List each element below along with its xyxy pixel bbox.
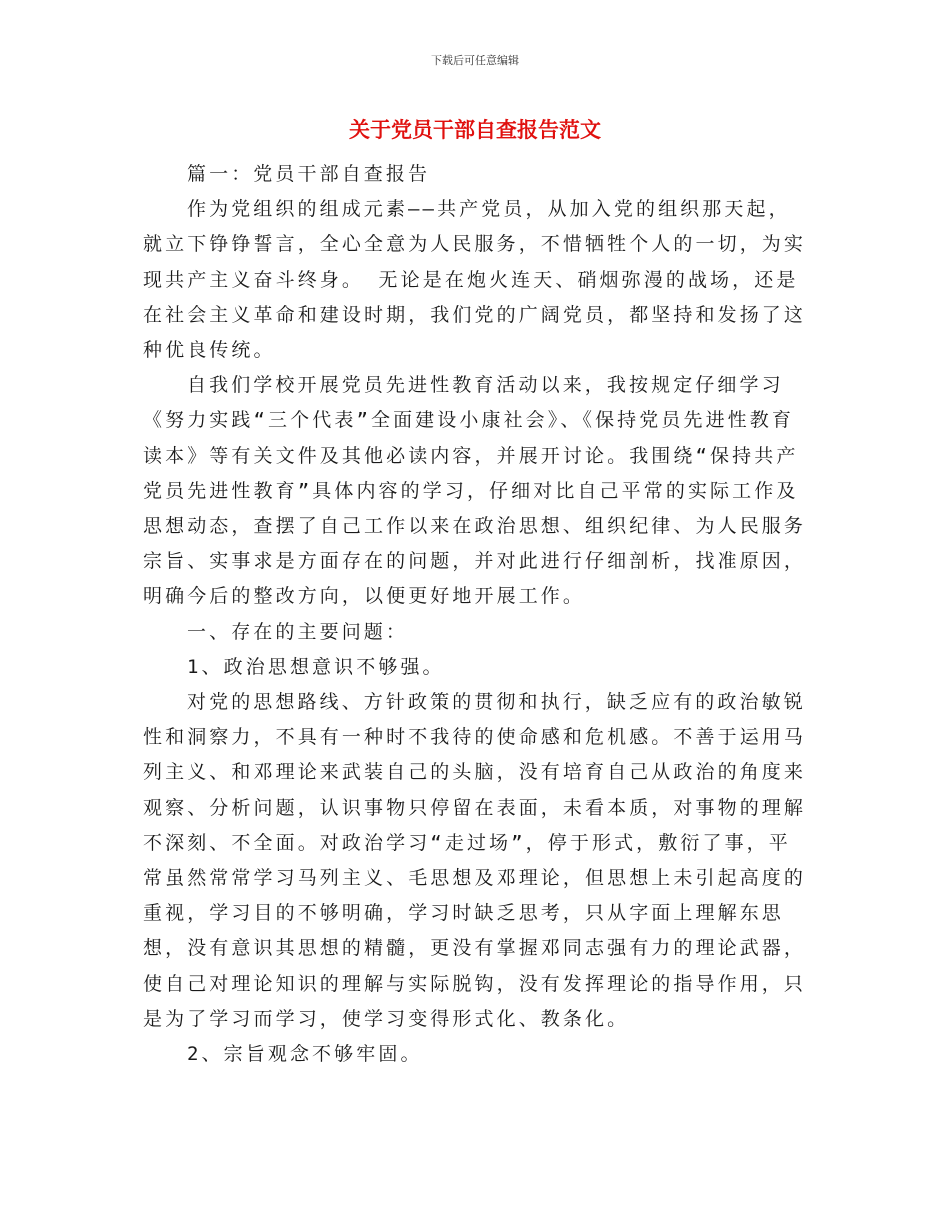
- section-heading-main-problems: 一、存在的主要问题：: [187, 620, 409, 643]
- paragraph-study-activity: 自我们学校开展党员先进性教育活动以来，我按规定仔细学习《努力实践“三个代表”全面建设小康社会》、《保持党员先进性教育读本》等有关文件及其他必读内容，并展开讨论。我围绕“保持共产党员先进性教育”具体内容的学习，仔细对比自己平常的实际工作及思想动态，查摆了自己工作以来在政治思想、组织纪律、为人民服务宗旨、实事求是方面存在的问题，并对此进行仔细剖析，找准原因，明确今后的整改方向，以便更好地开展工作。: [143, 374, 807, 608]
- page-header: 下载后可任意编辑: [431, 54, 519, 67]
- paragraph-intro: 作为党组织的组成元素——共产党员，从加入党的组织那天起，就立下铮铮誓言，全心全意为人民服务，不惜牺牲个人的一切，为实现共产主义奋斗终身。 无论是在炮火连天、硝烟弥漫的战场，还是在社会主义革命和建设时期，我们党的广阔党员，都坚持和发扬了这种优良传统。: [143, 198, 807, 362]
- paragraph-political-awareness: 对党的思想路线、方针政策的贯彻和执行，缺乏应有的政治敏锐性和洞察力，不具有一种时不我待的使命感和危机感。不善于运用马列主义、和邓理论来武装自己的头脑，没有培育自己从政治的角度来观察、分析问题，认识事物只停留在表面，未看本质，对事物的理解不深刻、不全面。对政治学习“走过场”，停于形式，敷衍了事，平常虽然常常学习马列主义、毛思想及邓理论，但思想上未引起高度的重视，学习目的不够明确，学习时缺乏思考，只从字面上理解东思想，没有意识其思想的精髓，更没有掌握邓同志强有力的理论武器，使自己对理论知识的理解与实际脱钩，没有发挥理论的指导作用，只是为了学习而学习，使学习变得形式化、教条化。: [143, 691, 807, 1030]
- subheading-political-awareness: 1、政治思想意识不够强。: [187, 655, 445, 678]
- section-heading-part-one: 篇一：党员干部自查报告: [187, 163, 431, 185]
- document-body: [143, 157, 807, 1072]
- document-title: 关于党员干部自查报告范文: [349, 118, 601, 142]
- subheading-purpose-concept: 2、宗旨观念不够牢固。: [187, 1043, 423, 1066]
